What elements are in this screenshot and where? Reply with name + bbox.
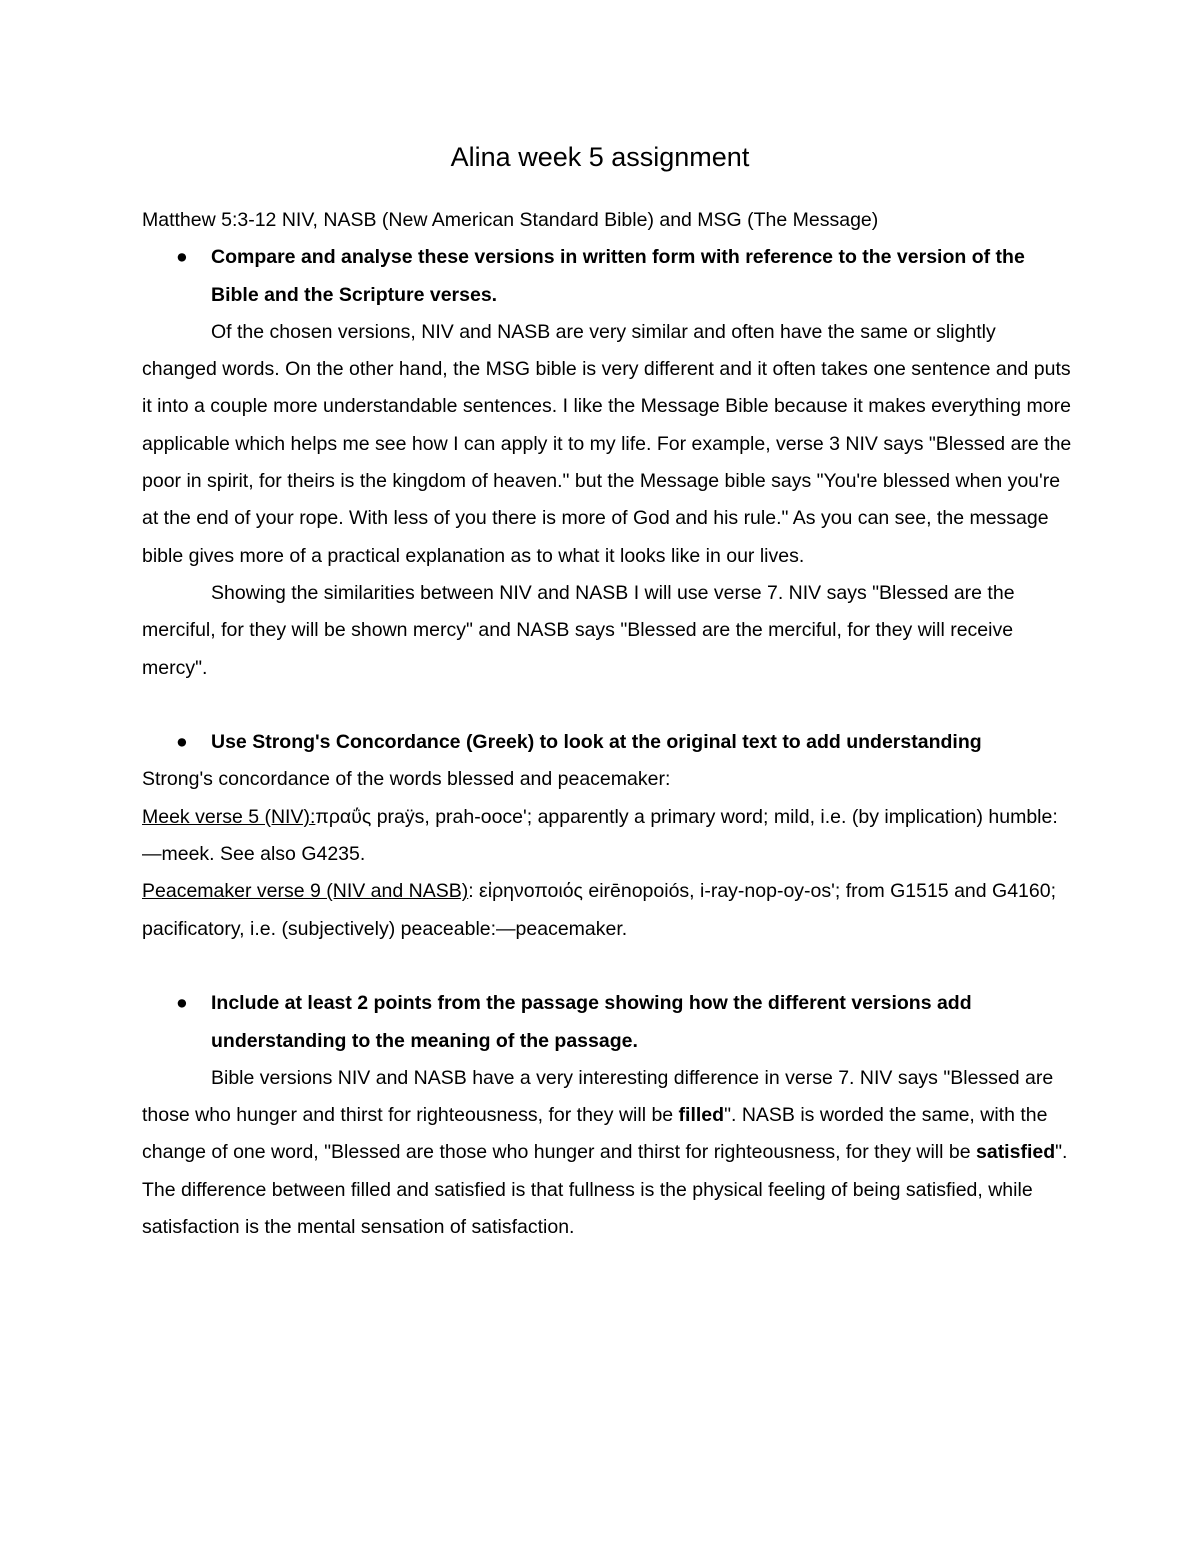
- bullet-icon: ●: [176, 731, 188, 754]
- document-body: [142, 202, 1072, 1246]
- bullet-heading-points: [142, 985, 1072, 1060]
- compare-heading-text: Compare and analyse these versions in written form with reference to the version of the Bible and the Scripture verses.: [211, 246, 1025, 306]
- peacemaker-text: : εἰρηνοποιός eirēnopoiós, i-ray-nop-oy-os'; from G1515 and G4160; pacificatory, i.e. (subjectively) peaceable:—peacemaker.: [142, 880, 1056, 940]
- points-heading-text: Include at least 2 points from the passage showing how the different versions add understanding to the meaning of the passage.: [211, 992, 972, 1052]
- points-text-c: ". NASB is worded the same, with the change of one word, "Blessed are those who hunger and thirst for righteousness, for they will be: [142, 1104, 1048, 1164]
- strongs-heading-text: Use Strong's Concordance (Greek) to look at the original text to add understanding: [211, 731, 982, 754]
- peacemaker-label: Peacemaker verse 9 (NIV and NASB): [142, 880, 469, 903]
- meek-label: Meek verse 5 (NIV):: [142, 805, 316, 828]
- word-filled: filled: [678, 1104, 725, 1127]
- strongs-intro: Strong's concordance of the words blessed and peacemaker:: [142, 768, 671, 791]
- meek-text: πραΰς praÿs, prah-ooce'; apparently a primary word; mild, i.e. (by implication) humble:—meek. See also G4235.: [142, 805, 1058, 866]
- compare-paragraph-2: Showing the similarities between NIV and NASB I will use verse 7. NIV says "Blessed are the merciful, for they will be shown mercy" and NASB says "Blessed are the merciful, for they will receive mercy".: [142, 581, 1015, 679]
- points-text-a: Bible versions NIV and NASB have a very interesting difference in verse 7. NIV says "Blessed are those who hunger and thirst for righteousness, for they will be: [142, 1066, 1054, 1127]
- bullet-heading-strongs: [142, 724, 1072, 761]
- page-title: Alina week 5 assignment: [450, 142, 750, 172]
- points-paragraph: [142, 1060, 1072, 1246]
- spacer: [142, 687, 1072, 724]
- passage-reference: Matthew 5:3-12 NIV, NASB (New American Standard Bible) and MSG (The Message): [142, 209, 879, 231]
- word-satisfied: satisfied: [976, 1141, 1056, 1164]
- peacemaker-entry: [142, 873, 1072, 948]
- compare-paragraph-1: Of the chosen versions, NIV and NASB are very similar and often have the same or slightly changed words. On the other hand, the MSG bible is very different and it often takes one sentence and puts it into a couple more understandable sentences. I like the Message Bible because it makes everything more applicable which helps me see how I can apply it to my life. For example, verse 3 NIV says "Blessed are the poor in spirit, for theirs is the kingdom of heaven." but the Message bible says "You're blessed when you're at the end of your rope. With less of you there is more of God and his rule." As you can see, the message bible gives more of a practical explanation as to what it looks like in our lives.: [142, 320, 1072, 567]
- bullet-icon: ●: [176, 992, 188, 1015]
- spacer: [142, 948, 1072, 985]
- points-text-e: ". The difference between filled and satisfied is that fullness is the physical feeling of being satisfied, while satisfaction is the mental sensation of satisfaction.: [142, 1141, 1068, 1239]
- bullet-heading-compare: [142, 239, 1072, 314]
- bullet-icon: ●: [176, 246, 188, 269]
- meek-entry: [142, 799, 1072, 874]
